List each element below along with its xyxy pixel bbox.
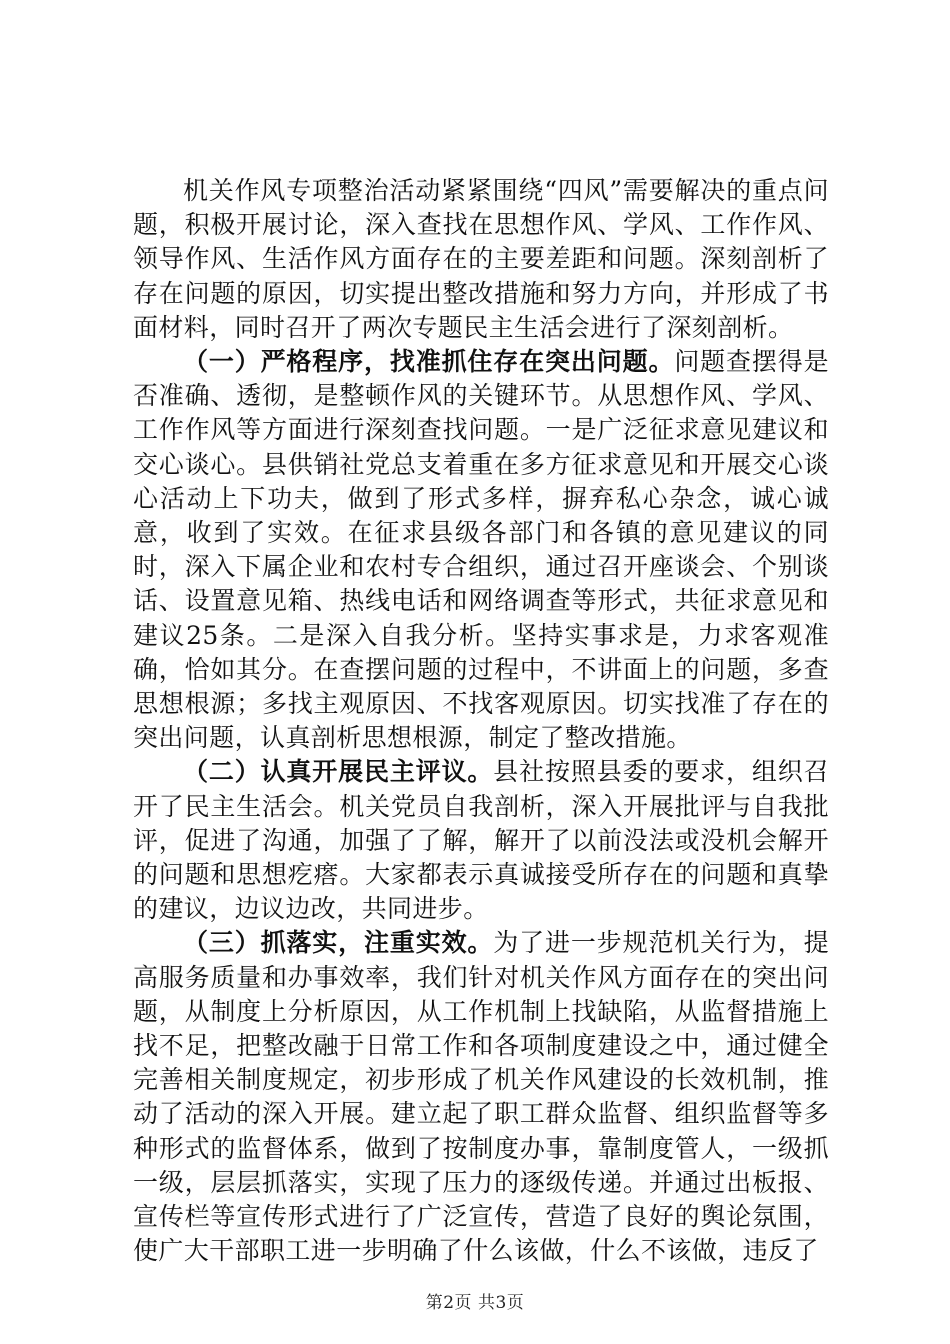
section-2-text: 县社按照县委的要求，组织召开了民主生活会。机关党员自我剖析，深入开展批评与自我批评，促进了沟通，加强了了解，解开了以前没法或没机会解开的问题和思想疙瘩。大家都表示真诚接受所存在的问题和真挚的建议，边议边改，共同进步。 [133, 757, 829, 924]
paragraph-intro [133, 174, 829, 345]
paragraph-section-2 [133, 755, 829, 926]
section-3-text: 为了进一步规范机关行为，提高服务质量和办事效率，我们针对机关作风方面存在的突出问题，从制度上分析原因，从工作机制上找缺陷，从监督措施上找不足，把整改融于日常工作和各项制度建设之中，通过健全完善相关制度规定，初步形成了机关作风建设的长效机制，推动了活动的深入开展。建立起了职工群众监督、组织监督等多种形式的监督体系，做到了按制度办事，靠制度管人，一级抓一级，层层抓落实，实现了压力的逐级传递。并通过出板报、宣传栏等宣传形式进行了广泛宣传，营造了良好的舆论氛围，使广大干部职工进一步明确了什么该做，什么不该做，违反了 [133, 928, 829, 1266]
paragraph-intro-text: 机关作风专项整治活动紧紧围绕“四风”需要解决的重点问题，积极开展讨论，深入查找在思想作风、学风、工作作风、领导作风、生活作风方面存在的主要差距和问题。深刻剖析了存在问题的原因，切实提出整改措施和努力方向，并形成了书面材料，同时召开了两次专题民主生活会进行了深刻剖析。 [133, 176, 829, 342]
page-footer [0, 1288, 950, 1313]
section-1-text: 问题查摆得是否准确、透彻，是整顿作风的关键环节。从思想作风、学风、工作作风等方面进行深刻查找问题。一是广泛征求意见建议和交心谈心。县供销社党总支着重在多方征求意见和开展交心谈心活动上下功夫，做到了形式多样，摒弃私心杂念，诚心诚意，收到了实效。在征求县级各部门和各镇的意见建议的同时，深入下属企业和农村专合组织，通过召开座谈会、个别谈话、设置意见箱、热线电话和网络调查等形式，共征求意见和建议25条。二是深入自我分析。坚持实事求是，力求客观准确，恰如其分。在查摆问题的过程中，不讲面上的问题，多查思想根源；多找主观原因、不找客观原因。切实找准了存在的突出问题，认真剖析思想根源，制定了整改措施。 [133, 347, 830, 753]
section-1-heading: （一）严格程序，找准抓住存在突出问题。 [183, 347, 675, 377]
page-number-label: 第2页 共3页 [425, 1293, 525, 1313]
paragraph-section-1 [133, 345, 829, 755]
section-2-heading: （二）认真开展民主评议。 [183, 757, 494, 787]
paragraph-section-3 [133, 926, 829, 1268]
section-3-heading: （三）抓落实，注重实效。 [183, 928, 494, 958]
document-body [133, 174, 829, 1269]
